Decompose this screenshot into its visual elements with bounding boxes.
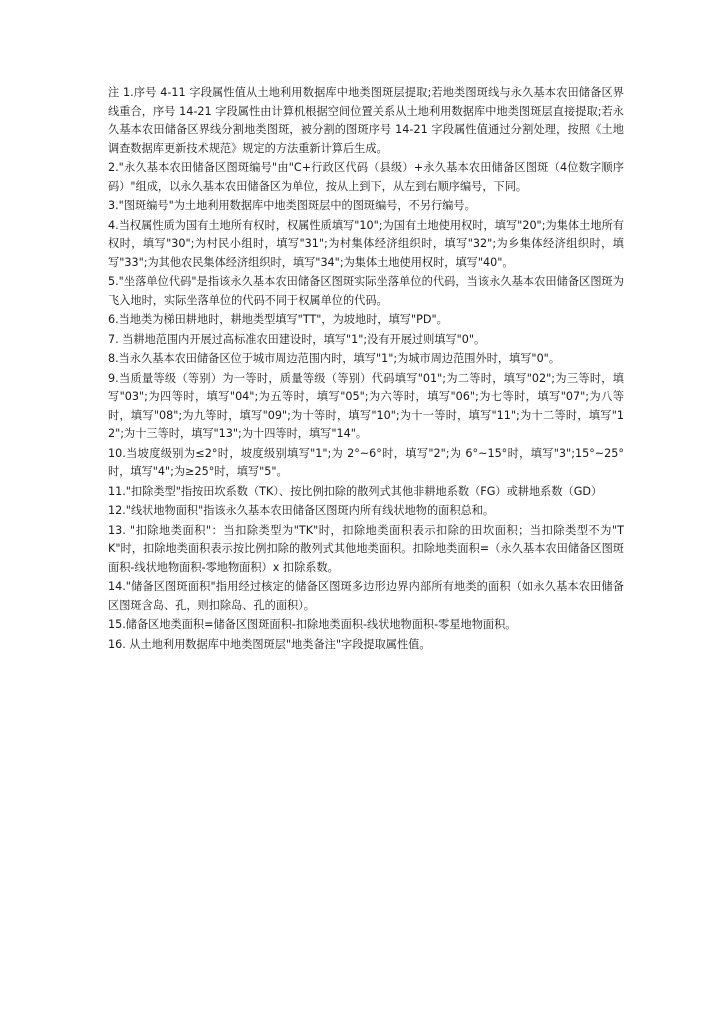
note-11: 11."扣除类型"指按田坎系数（TK）、按比例扣除的散列式其他非耕地系数（FG）或耕地系数（GD）: [108, 484, 603, 498]
note-14: 14."储备区图斑面积"指用经过核定的储备区图斑多边形边界内部所有地类的面积（如永久基本农田储备区图斑含岛、孔，则扣除岛、孔的面积）。: [108, 580, 624, 612]
note-12: 12."线状地物面积"指该永久基本农田储备区图斑内所有线状地物的面积总和。: [108, 504, 495, 517]
note-16: 16. 从土地利用数据库中地类图斑层"地类备注"字段提取属性值。: [108, 637, 431, 651]
notes-section: [108, 84, 624, 654]
note-10: 10.当坡度级别为≤2°时，坡度级别填写"1";为 2°~6°时，填写"2";为 6°~15°时，填写"3";15°~25°时，填写"4";为≥25°时，填写"5"。: [108, 446, 624, 478]
note-9: 9.当质量等级（等别）为一等时，质量等级（等别）代码填写"01";为二等时，填写"02";为三等时，填写"03";为四等时，填写"04";为五等时，填写"05";为六等时，填写"06";为七等时，填写"07";为八等时，填写"08";为九等时，填写"09";为十等时，填写"10";为十一等时，填写"11";为十二等时，填写"12";为十三等时，填写"13";为十四等时，填写"14"。: [108, 371, 624, 440]
note-8: 8.当永久基本农田储备区位于城市周边范围内时，填写"1";为城市周边范围外时，填写"0"。: [108, 352, 561, 365]
note-1: 注 1.序号 4-11 字段属性值从土地利用数据库中地类图斑层提取;若地类图斑线与永久基本农田储备区界线重合，序号 14-21 字段属性由计算机根据空间位置关系从土地利用数据库中地类图斑层直接提取;若永久基本农田储备区界线分割地类图斑，被分割的图斑序号 14-21 字段属性值通过分割处理，按照《土地调查数据库更新技术规范》规定的方法重新计算后生成。: [108, 86, 624, 155]
note-5: 5."坐落单位代码"是指该永久基本农田储备区图斑实际坐落单位的代码，当该永久基本农田储备区图斑为飞入地时，实际坐落单位的代码不同于权属单位的代码。: [108, 275, 624, 307]
note-13: 13. "扣除地类面积"：当扣除类型为"TK"时，扣除地类面积表示扣除的田坎面积；当扣除类型不为"TK"时，扣除地类面积表示按比例扣除的散列式其他地类面积。扣除地类面积=（永久基本农田储备区图斑面积-线状地物面积-零地物面积）x 扣除系数。: [108, 523, 624, 574]
note-2: 2."永久基本农田储备区图斑编号"由"C+行政区代码（县级）+永久基本农田储备区图斑（4位数字顺序码）"组成，以永久基本农田储备区为单位，按从上到下，从左到右顺序编号，下同。: [108, 161, 624, 193]
note-4: 4.当权属性质为国有土地所有权时，权属性质填写"10";为国有土地使用权时，填写"20";为集体土地所有权时，填写"30";为村民小组时，填写"31";为村集体经济组织时，填写"32";为乡集体经济组织时，填写"33";为其他农民集体经济组织时，填写"34";为集体土地使用权时，填写"40"。: [108, 218, 624, 269]
note-7: 7. 当耕地范围内开展过高标准农田建设时，填写"1";没有开展过则填写"0"。: [108, 332, 486, 346]
note-15: 15.储备区地类面积=储备区图斑面积-扣除地类面积-线状地物面积-零星地物面积。: [108, 618, 517, 631]
note-3: 3."图斑编号"为土地利用数据库中地类图斑层中的图斑编号，不另行编号。: [108, 199, 476, 212]
note-6: 6.当地类为梯田耕地时，耕地类型填写"TT"，为坡地时，填写"PD"。: [108, 313, 448, 326]
